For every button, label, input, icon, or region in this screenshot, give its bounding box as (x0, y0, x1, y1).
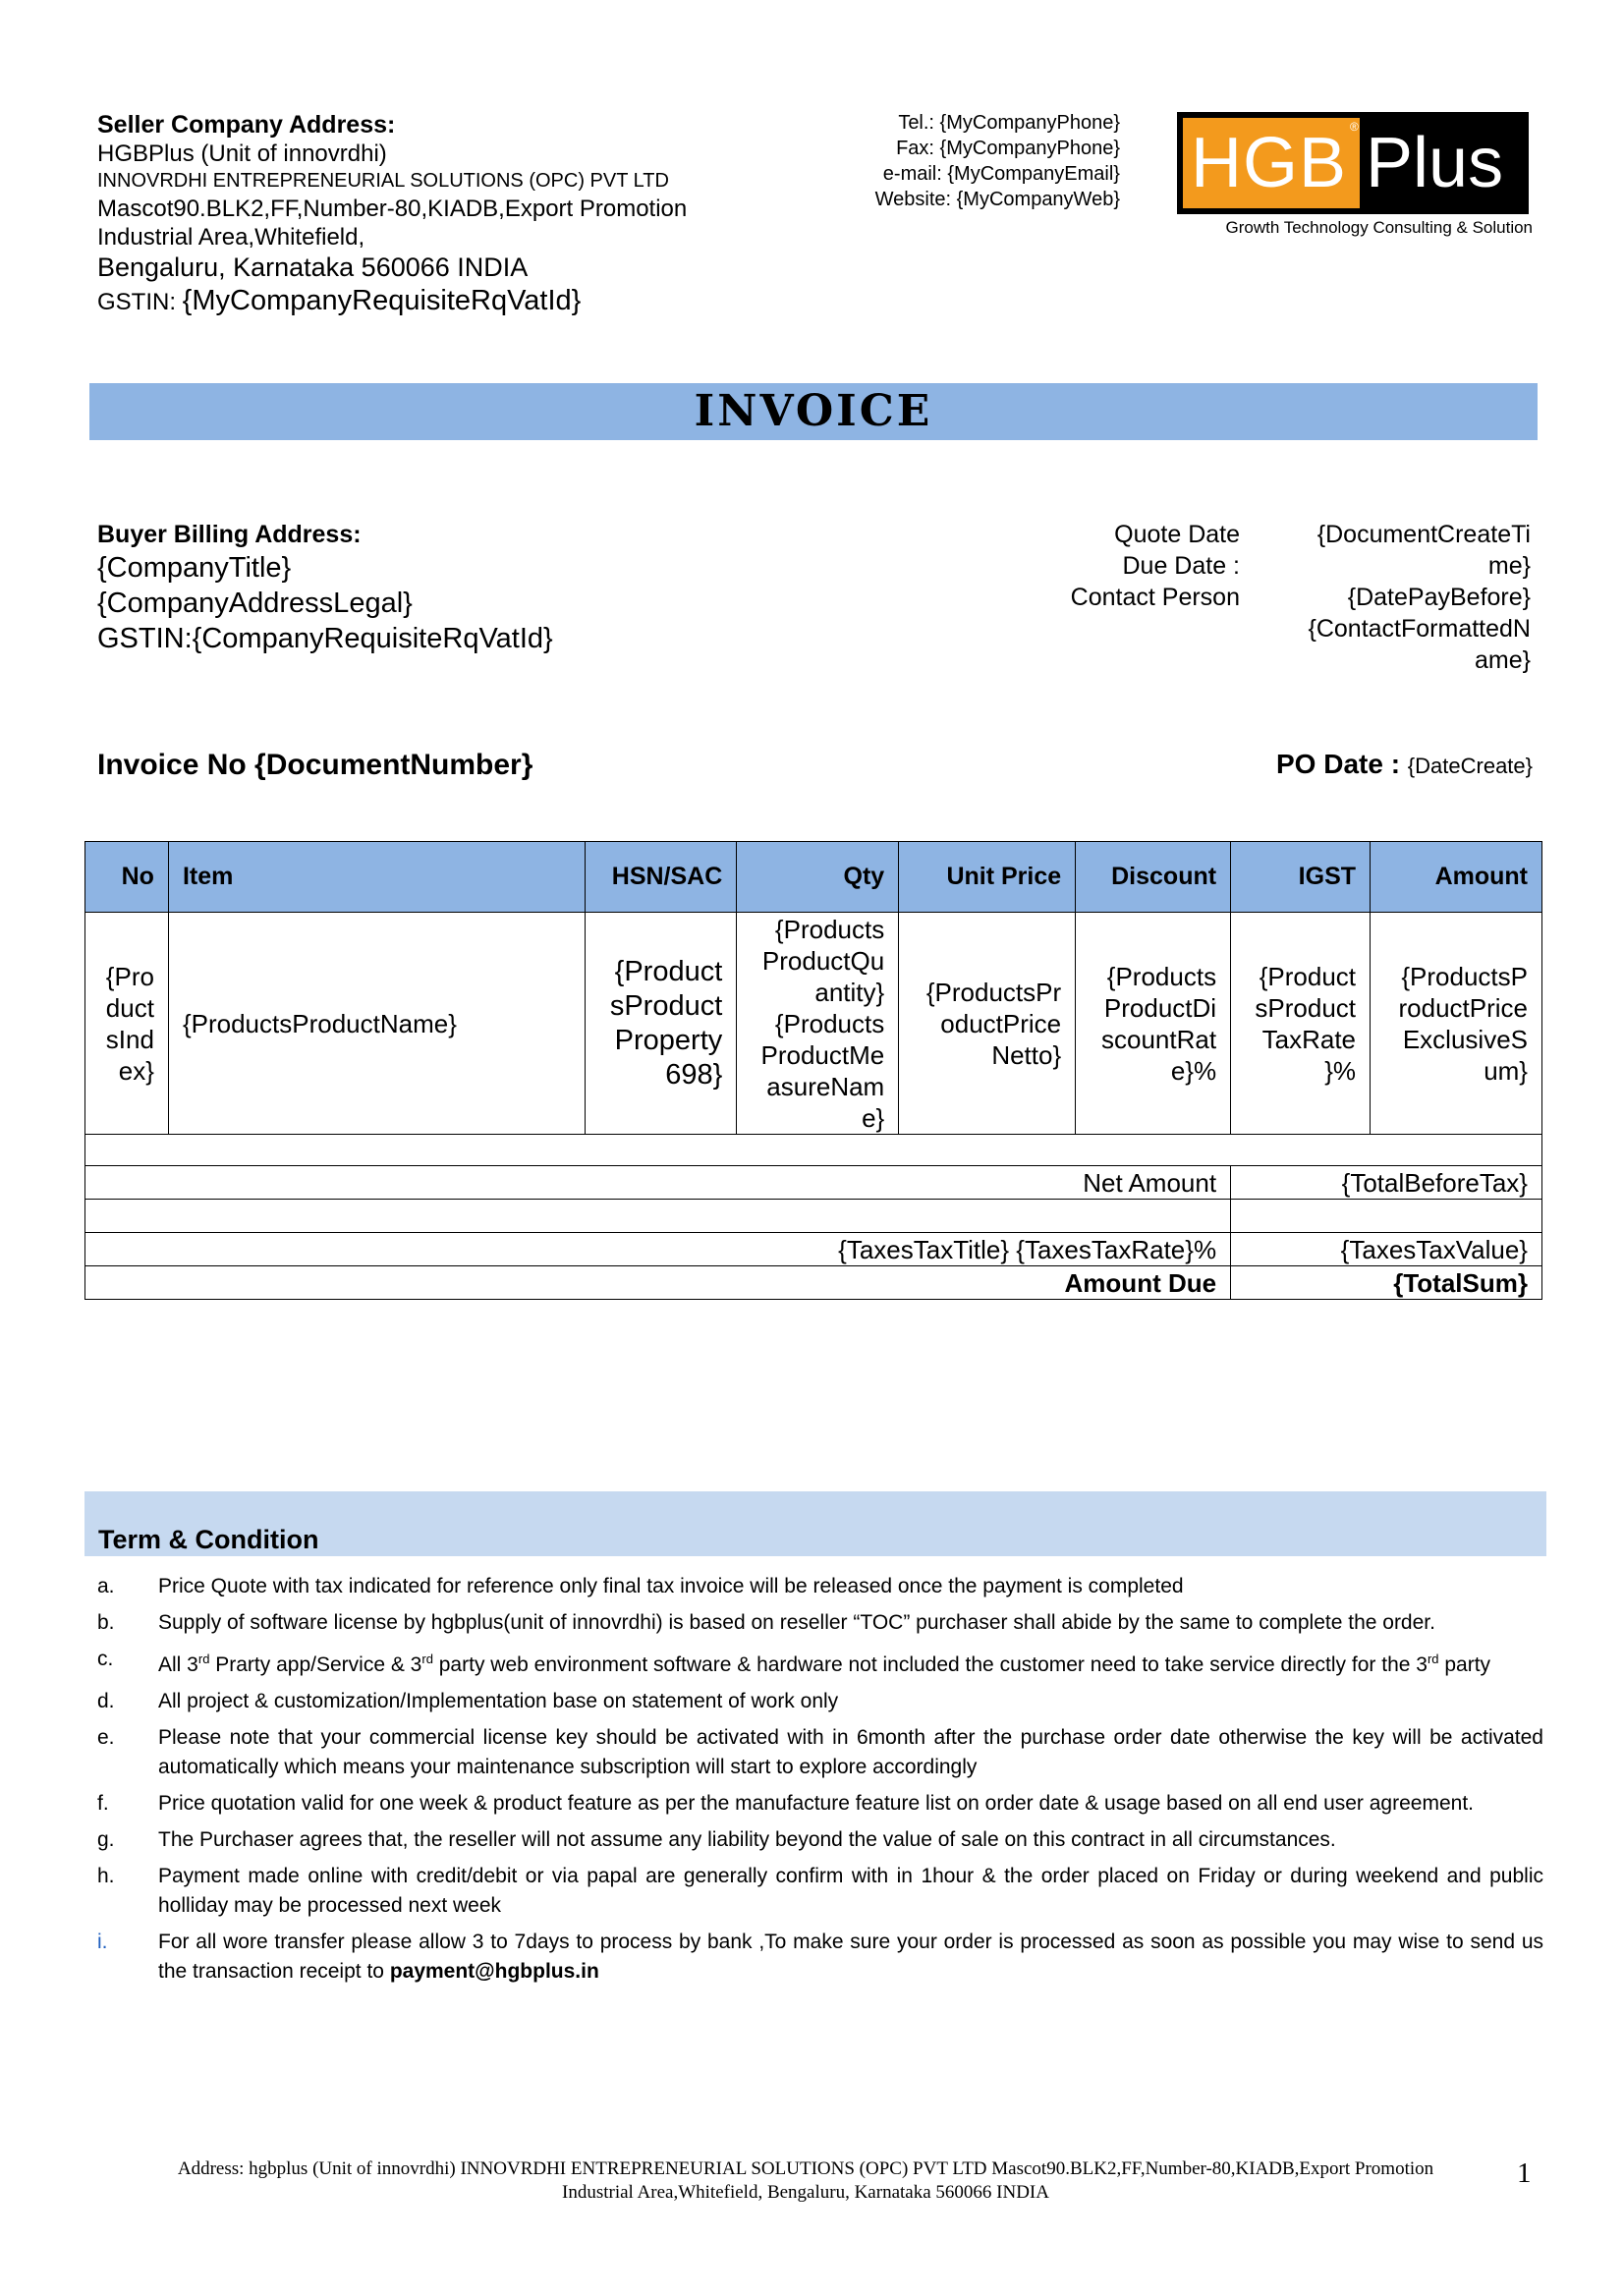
cell-discount (1076, 913, 1231, 1135)
cell-qty-line: ProductMe (760, 1039, 885, 1070)
col-header-discount: Discount (1076, 842, 1231, 913)
cell-amount-line: ExclusiveS (1402, 1024, 1528, 1054)
cell-no-line: ex} (118, 1055, 154, 1086)
buyer-label: Buyer Billing Address: (97, 521, 362, 548)
col-header-qty: Qty (737, 842, 899, 913)
list-item (97, 1862, 1543, 1921)
terms-list (97, 1572, 1543, 1993)
due-date-value: {DatePayBefore} (1347, 584, 1531, 611)
seller-gstin-value: {MyCompanyRequisiteRqVatId} (182, 285, 582, 316)
seller-line-2: INNOVRDHI ENTREPRENEURIAL SOLUTIONS (OPC) PVT LTD (97, 170, 669, 192)
list-item (97, 1645, 1543, 1680)
cell-hsn (586, 913, 737, 1135)
cell-amount-line: roductPrice (1398, 992, 1528, 1023)
cell-no-line: {Pro (105, 961, 154, 991)
cell-no-line: sInd (105, 1024, 154, 1054)
term-text: Price quotation valid for one week & product feature as per the manufacture feature list on order date & usage based on all end user agreement. (158, 1792, 1474, 1815)
po-date-label: PO Date : (1275, 749, 1408, 779)
cell-hsn-line: Property (614, 1024, 723, 1056)
seller-line-4: Industrial Area,Whitefield, (97, 224, 365, 251)
spacer-cell (85, 1135, 1542, 1166)
contact-tel: Tel.: {MyCompanyPhone} (898, 112, 1120, 134)
line-items-table (84, 841, 1542, 1300)
table-header-row (85, 842, 1542, 913)
term-text: Please note that your commercial license key should be activated with in 6month after the purchase order date otherwise the key will be activated automatically which means your maintenance subscription will start to explore accordingly (158, 1726, 1543, 1778)
contact-fax: Fax: {MyCompanyPhone} (896, 138, 1120, 159)
col-header-amount: Amount (1371, 842, 1542, 913)
quote-date-label: Quote Date (1114, 521, 1240, 548)
dates-values (1267, 519, 1531, 676)
tax-label: {TaxesTaxTitle} {TaxesTaxRate}% (85, 1233, 1231, 1266)
spacer-row (85, 1200, 1542, 1233)
company-logo (1177, 112, 1529, 214)
term-index: h. (97, 1865, 115, 1887)
cell-qty-line: e} (862, 1102, 885, 1133)
term-text: All project & customization/Implementation base on statement of work only (158, 1690, 839, 1712)
term-text-part: party (1438, 1653, 1491, 1676)
net-amount-row (85, 1166, 1542, 1200)
logo-text-hgb: HGB (1191, 124, 1348, 202)
term-text (158, 1645, 1543, 1680)
spacer-row (85, 1135, 1542, 1166)
cell-qty-line: ProductQu (761, 945, 885, 976)
col-header-no: No (85, 842, 169, 913)
cell-amount-line: {ProductsP (1401, 961, 1528, 991)
invoice-number: Invoice No {DocumentNumber} (97, 749, 533, 781)
term-index: d. (97, 1690, 115, 1712)
buyer-address-block (97, 519, 883, 656)
buyer-address: {CompanyAddressLegal} (97, 588, 413, 619)
seller-contact-block (806, 110, 1120, 212)
cell-igst (1231, 913, 1371, 1135)
footer-line-2: Industrial Area,Whitefield, Bengaluru, Karnataka 560066 INDIA (562, 2182, 1049, 2203)
term-superscript: rd (1427, 1652, 1439, 1666)
dates-labels (982, 519, 1240, 613)
logo-registered-mark: ® (1350, 120, 1359, 134)
contact-email: e-mail: {MyCompanyEmail} (882, 163, 1120, 185)
list-item (97, 1572, 1543, 1601)
col-header-hsn: HSN/SAC (586, 842, 737, 913)
page-number: 1 (1517, 2157, 1532, 2189)
tax-value: {TaxesTaxValue} (1231, 1233, 1542, 1266)
list-item (97, 1928, 1543, 1987)
tax-row (85, 1233, 1542, 1266)
cell-igst-line: sProduct (1255, 992, 1357, 1023)
term-index: b. (97, 1611, 115, 1634)
cell-discount-line: e}% (1170, 1055, 1217, 1086)
logo-tagline: Growth Technology Consulting & Solution (1225, 218, 1533, 237)
due-date-label: Due Date : (1122, 552, 1240, 580)
footer-address (98, 2157, 1513, 2205)
term-text: Price Quote with tax indicated for reference only final tax invoice will be released once the payment is completed (158, 1575, 1184, 1597)
cell-amount-line: um} (1484, 1055, 1528, 1086)
table-row (85, 913, 1542, 1135)
seller-line-1: HGBPlus (Unit of innovrdhi) (97, 140, 387, 167)
cell-item: {ProductsProductName} (168, 913, 585, 1135)
cell-qty-line: {Products (774, 1008, 885, 1038)
cell-igst-line: TaxRate (1261, 1024, 1357, 1054)
cell-unit-price-line: Netto} (991, 1039, 1062, 1070)
spacer-cell (1231, 1200, 1542, 1233)
term-text: The Purchaser agrees that, the reseller will not assume any liability beyond the value of sale on this contract in all circumstances. (158, 1828, 1336, 1851)
net-amount-label: Net Amount (85, 1166, 1231, 1200)
col-header-item: Item (168, 842, 585, 913)
cell-amount (1371, 913, 1542, 1135)
cell-igst-line: {Product (1259, 961, 1357, 991)
invoice-title: INVOICE (694, 386, 933, 436)
seller-label: Seller Company Address: (97, 111, 396, 139)
footer-line-1: Address: hgbplus (Unit of innovrdhi) INNOVRDHI ENTREPRENEURIAL SOLUTIONS (OPC) PVT LTD Mascot90.BLK2,FF,Number-80,KIADB,Export Promotion (177, 2158, 1434, 2179)
term-index: c. (97, 1648, 114, 1670)
col-header-unit-price: Unit Price (899, 842, 1076, 913)
list-item (97, 1825, 1543, 1855)
cell-no (85, 913, 169, 1135)
list-item (97, 1789, 1543, 1819)
quote-date-value-1: {DocumentCreateTi (1316, 521, 1531, 548)
amount-due-row (85, 1266, 1542, 1300)
quote-date-value-2: me} (1487, 552, 1531, 580)
seller-gstin (97, 284, 805, 319)
invoice-title-banner (89, 383, 1538, 440)
cell-qty (737, 913, 899, 1135)
cell-qty-line: antity} (814, 977, 885, 1007)
term-index: f. (97, 1792, 109, 1815)
terms-heading-bar (84, 1491, 1546, 1556)
cell-hsn-line: 698} (665, 1058, 723, 1091)
seller-line-5: Bengaluru, Karnataka 560066 INDIA (97, 252, 529, 282)
term-superscript: rd (197, 1652, 210, 1666)
seller-address-block (97, 110, 805, 319)
buyer-company: {CompanyTitle} (97, 552, 292, 584)
list-item (97, 1723, 1543, 1782)
cell-unit-price (899, 913, 1076, 1135)
seller-gstin-label: GSTIN: (97, 289, 183, 315)
contact-website: Website: {MyCompanyWeb} (874, 189, 1120, 210)
col-header-igst: IGST (1231, 842, 1371, 913)
cell-discount-line: {Products (1106, 961, 1217, 991)
term-superscript: rd (421, 1652, 433, 1666)
cell-discount-line: scountRat (1101, 1024, 1217, 1054)
amount-due-value: {TotalSum} (1231, 1266, 1542, 1300)
cell-igst-line: }% (1324, 1055, 1357, 1086)
cell-unit-price-line: oductPrice (940, 1008, 1062, 1038)
po-date (1179, 749, 1533, 780)
term-text-part: Prarty app/Service & 3 (209, 1653, 422, 1676)
cell-no-line: duct (105, 992, 154, 1023)
amount-due-label: Amount Due (85, 1266, 1231, 1300)
cell-hsn-line: sProduct (609, 989, 723, 1022)
term-index: e. (97, 1726, 115, 1749)
list-item (97, 1687, 1543, 1716)
cell-hsn-line: {Product (614, 955, 723, 987)
term-text (158, 1928, 1543, 1987)
term-text: Supply of software license by hgbplus(unit of innovrdhi) is based on reseller “TOC” purchaser shall abide by the same to complete the order. (158, 1611, 1435, 1634)
term-text-part: For all wore transfer please allow 3 to 7days to process by bank ,To make sure your order is processed as soon as possible you may wise to send us the transaction receipt to (158, 1931, 1543, 1983)
contact-person-value-2: ame} (1475, 646, 1531, 674)
buyer-gstin: GSTIN:{CompanyRequisiteRqVatId} (97, 623, 553, 654)
cell-qty-line: {Products (774, 914, 885, 944)
payment-email-link[interactable]: payment@hgbplus.in (389, 1960, 599, 1983)
contact-person-value-1: {ContactFormattedN (1308, 615, 1531, 643)
cell-unit-price-line: {ProductsPr (925, 977, 1062, 1007)
list-item (97, 1608, 1543, 1638)
logo-text-plus: Plus (1366, 124, 1504, 202)
seller-line-3: Mascot90.BLK2,FF,Number-80,KIADB,Export Promotion (97, 196, 688, 222)
term-index: g. (97, 1828, 115, 1851)
terms-heading: Term & Condition (98, 1525, 319, 1554)
cell-qty-line: asureNam (766, 1071, 885, 1101)
net-amount-value: {TotalBeforeTax} (1231, 1166, 1542, 1200)
spacer-cell (85, 1200, 1231, 1233)
po-date-value: {DateCreate} (1407, 754, 1533, 778)
term-text: Payment made online with credit/debit or via papal are generally confirm with in 1hour & the order placed on Friday or during weekend and public holliday may be processed next week (158, 1865, 1543, 1917)
term-text-part: All 3 (158, 1653, 198, 1676)
term-text-part: party web environment software & hardware not included the customer need to take service directly for the 3 (432, 1653, 1428, 1676)
cell-discount-line: ProductDi (1103, 992, 1217, 1023)
contact-person-label: Contact Person (1070, 584, 1240, 611)
term-index: i. (97, 1931, 108, 1953)
term-index: a. (97, 1575, 115, 1597)
